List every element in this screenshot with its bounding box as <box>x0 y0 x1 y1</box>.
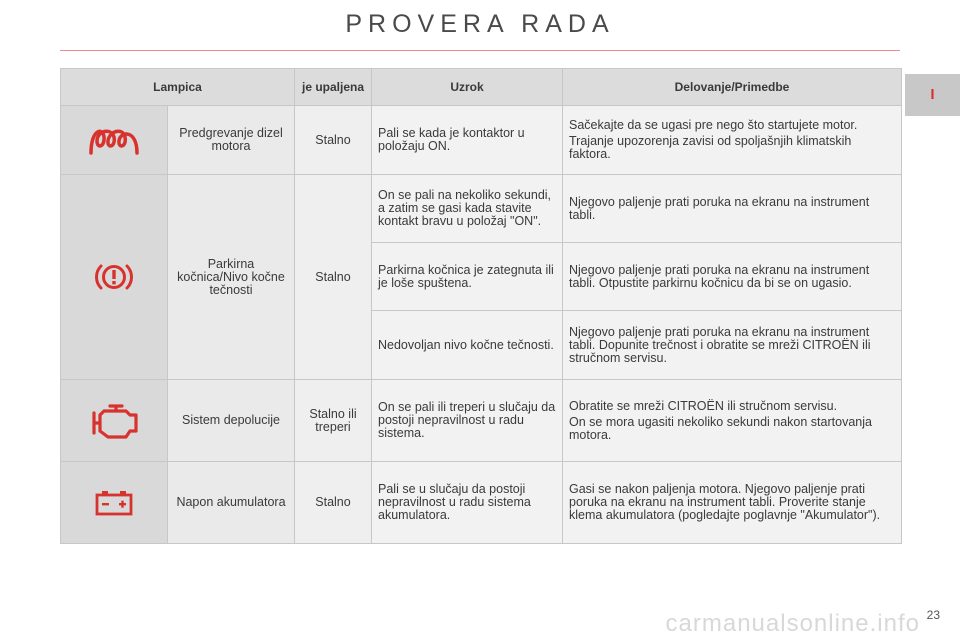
lamp-action <box>563 175 902 243</box>
lamp-action <box>563 243 902 311</box>
chapter-tab[interactable]: I <box>905 74 960 116</box>
action-text: Trajanje upozorenja zavisi od spoljašnjih klimatskih faktora. <box>569 134 852 161</box>
table-row <box>61 462 902 544</box>
action-text: Njegovo paljenje prati poruka na ekranu na instrument tabli. <box>569 194 870 222</box>
table-row <box>61 380 902 462</box>
engine-check-icon <box>61 380 168 462</box>
lamp-state: Stalno <box>295 462 372 544</box>
lamp-cause: On se pali ili treperi u slučaju da postoji nepravilnost u radu sistema. <box>372 380 563 462</box>
action-text: Njegovo paljenje prati poruka na ekranu na instrument tabli. Dopunite trečnost i obratite se mreži CITROËN ili stručnom servisu. <box>569 324 871 365</box>
lamp-name: Predgrevanje dizel motora <box>168 106 295 175</box>
preheating-coil-icon <box>61 106 168 175</box>
action-text: Sačekajte da se ugasi pre nego što startujete motor. <box>569 118 858 132</box>
table-row <box>61 175 902 243</box>
lamp-state: Stalno ili treperi <box>295 380 372 462</box>
watermark: carmanualsonline.info <box>665 610 920 637</box>
header-uzrok: Uzrok <box>372 69 563 106</box>
lamp-action <box>563 106 902 175</box>
lamp-cause: Parkirna kočnica je zategnuta ili je loše spuštena. <box>372 243 563 311</box>
lamp-cause: On se pali na nekoliko sekundi, a zatim se gasi kada stavite kontakt bravu u položaj "ON". <box>372 175 563 243</box>
header-je-upaljena: je upaljena <box>295 69 372 106</box>
lamp-cause: Pali se u slučaju da postoji nepravilnost u radu sistema akumulatora. <box>372 462 563 544</box>
lamp-state: Stalno <box>295 106 372 175</box>
lamp-action <box>563 380 902 462</box>
title-rule <box>60 50 900 51</box>
page-title: PROVERA RADA <box>345 10 615 38</box>
action-text: Njegovo paljenje prati poruka na ekranu na instrument tabli. Otpustite parkirnu kočnicu da bi se on ugasio. <box>569 262 870 290</box>
lamp-cause: Pali se kada je kontaktor u položaju ON. <box>372 106 563 175</box>
table-row <box>61 106 902 175</box>
warning-lights-table <box>60 68 902 544</box>
action-text: Gasi se nakon paljenja motora. Njegovo paljenje prati poruka na ekranu na instrument tabli. Proverite stanje klema akumulatora (pogledajte poglavnje "Akumulator"). <box>569 482 881 522</box>
action-text: Obratite se mreži CITROËN ili stručnom servisu. <box>569 398 838 413</box>
brake-warning-icon <box>61 175 168 380</box>
lamp-cause: Nedovoljan nivo kočne tečnosti. <box>372 311 563 380</box>
lamp-action <box>563 311 902 380</box>
lamp-name: Napon akumulatora <box>168 462 295 544</box>
lamp-state: Stalno <box>295 175 372 380</box>
page-number: 23 <box>926 608 940 622</box>
lamp-name: Parkirna kočnica/Nivo kočne tečnosti <box>168 175 295 380</box>
lamp-action <box>563 462 902 544</box>
action-text: On se mora ugasiti nekoliko sekundi nakon startovanja motora. <box>569 414 872 442</box>
lamp-name: Sistem depolucije <box>168 380 295 462</box>
header-delovanje: Delovanje/Primedbe <box>563 69 902 106</box>
table-header-row <box>61 69 902 106</box>
battery-icon <box>61 462 168 544</box>
header-lampica: Lampica <box>61 69 295 106</box>
